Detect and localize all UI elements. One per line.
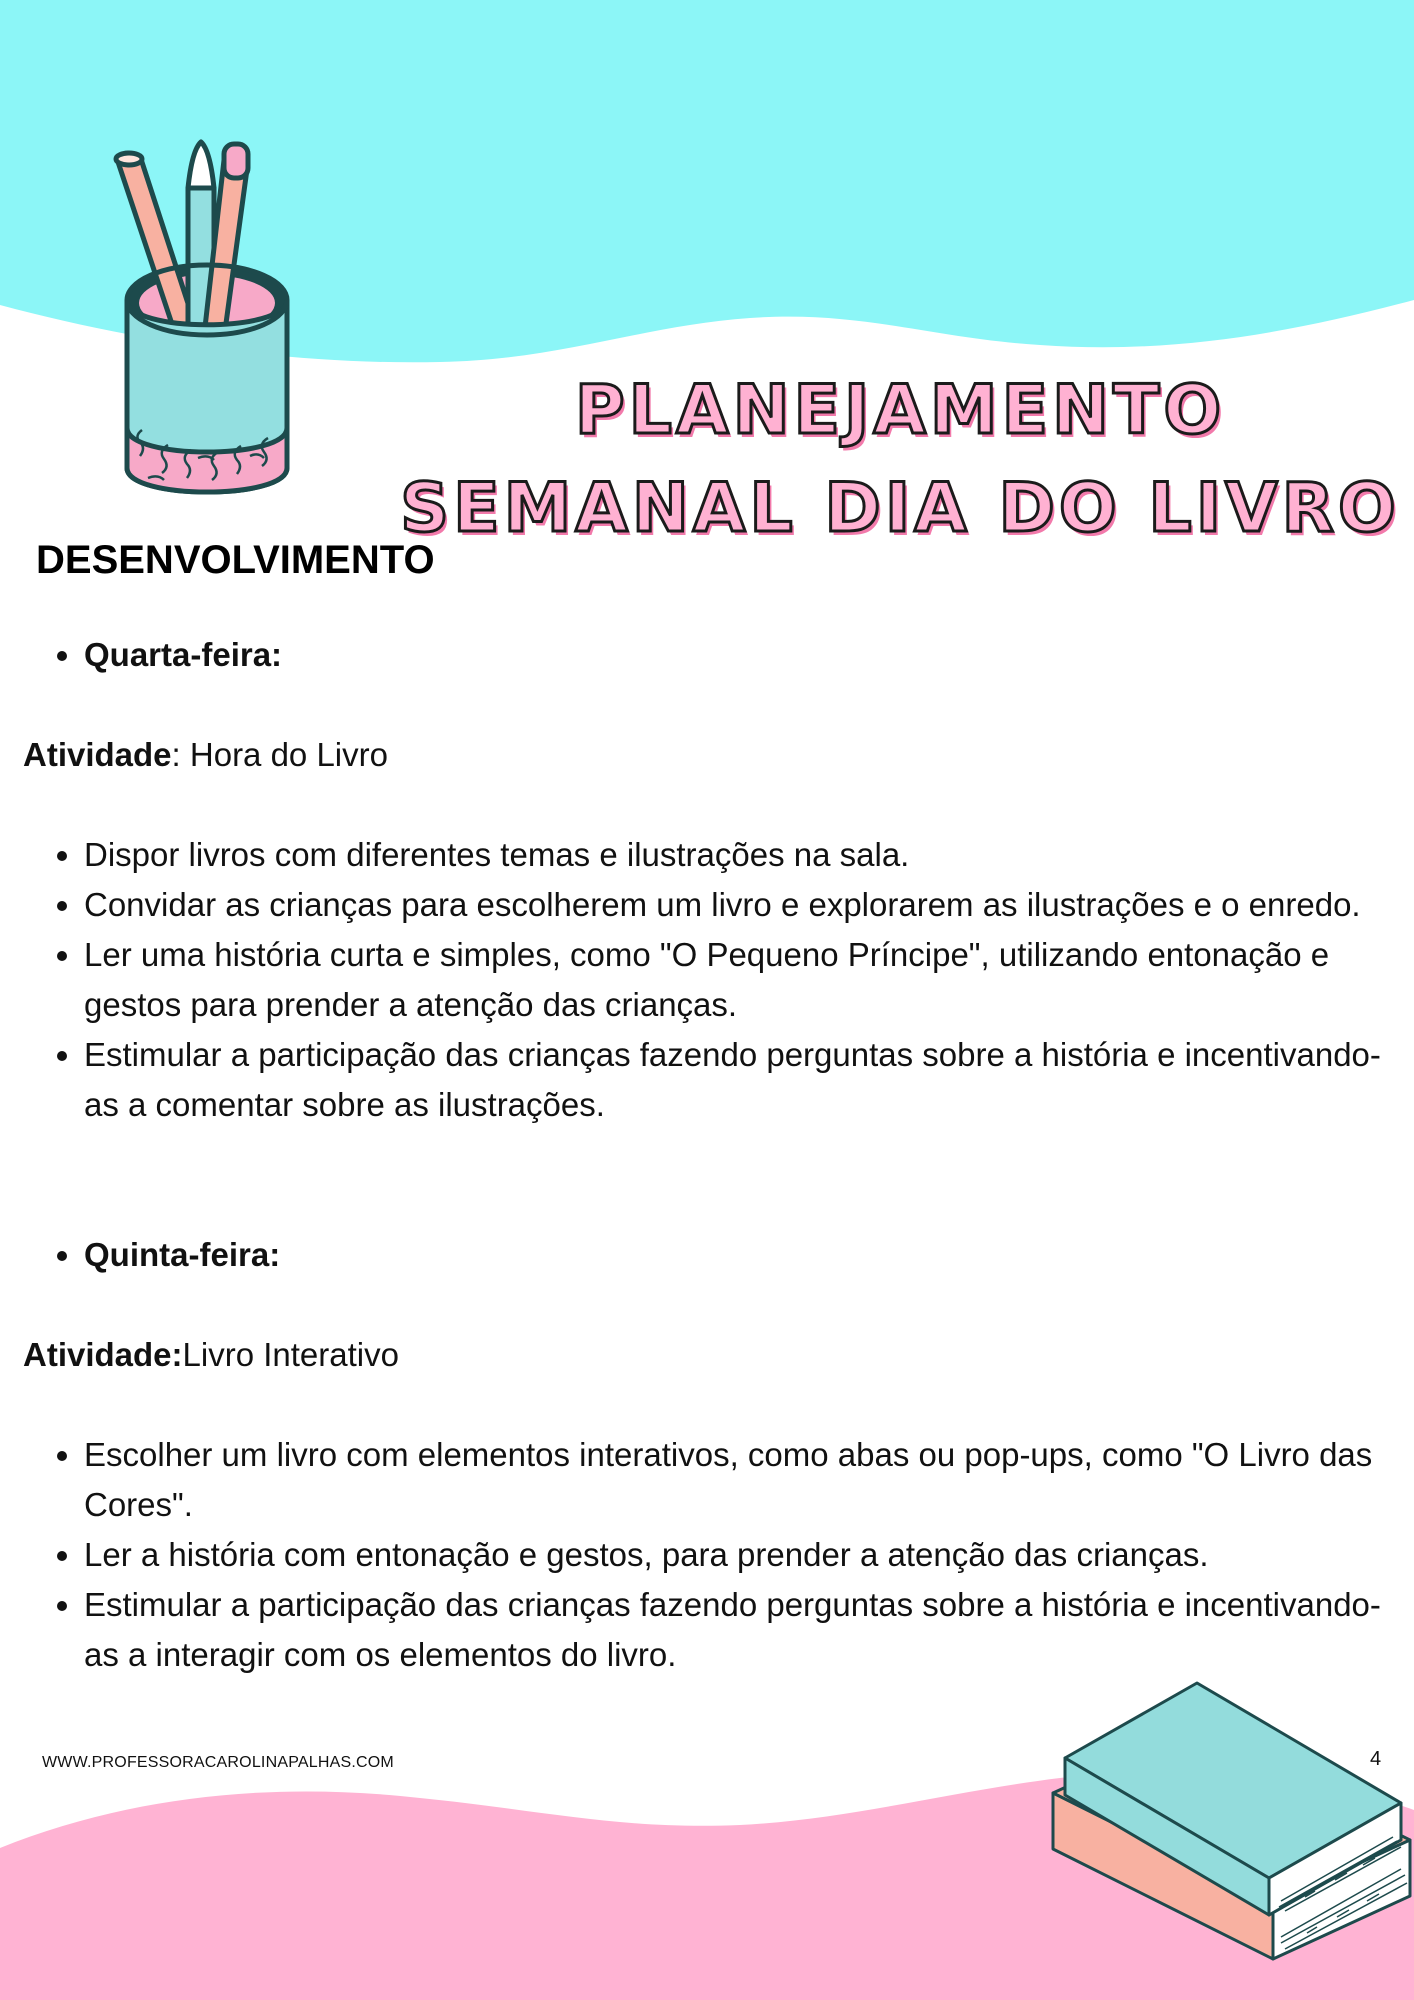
- list-item: • Ler uma história curta e simples, como "O Pequeno Príncipe", utilizando entonação e gestos para prender a atenção das crianças.: [84, 930, 1383, 1030]
- day-list: [23, 630, 1383, 680]
- pencil-cup-icon: [112, 138, 302, 528]
- title-line-2: SEMANAL DIA DO LIVRO: [400, 469, 1400, 548]
- list-item: • Ler a história com entonação e gestos, para prender a atenção das crianças.: [84, 1530, 1383, 1580]
- steps-list: [23, 1430, 1383, 1680]
- title-line-1: PLANEJAMENTO: [574, 371, 1226, 450]
- document-title: [400, 362, 1400, 558]
- section-title: DESENVOLVIMENTO: [36, 538, 435, 582]
- list-item: • Estimular a participação das crianças fazendo perguntas sobre a história e incentivando-as a interagir com os elementos do livro.: [84, 1580, 1383, 1680]
- steps-list: [23, 830, 1383, 1130]
- day-heading: • Quinta-feira:: [84, 1230, 1383, 1280]
- footer-website-link[interactable]: WWW.PROFESSORACAROLINAPALHAS.COM: [42, 1754, 394, 1771]
- list-item: • Dispor livros com diferentes temas e ilustrações na sala.: [84, 830, 1383, 880]
- activity-line: [23, 730, 1383, 780]
- day-list: [23, 1230, 1383, 1280]
- book-stack-icon: [1045, 1675, 1414, 1970]
- activity-label: Atividade:: [23, 1336, 183, 1373]
- activity-text: Livro Interativo: [182, 1336, 399, 1373]
- list-item: • Escolher um livro com elementos interativos, como abas ou pop-ups, como "O Livro das Cores".: [84, 1430, 1383, 1530]
- activity-line: [23, 1330, 1383, 1380]
- day-heading: • Quarta-feira:: [84, 630, 1383, 680]
- list-item: • Estimular a participação das crianças fazendo perguntas sobre a história e incentivando-as a comentar sobre as ilustrações.: [84, 1030, 1383, 1130]
- page-number: 4: [1370, 1748, 1382, 1770]
- activity-text: : Hora do Livro: [171, 736, 388, 773]
- list-item: • Convidar as crianças para escolherem um livro e explorarem as ilustrações e o enredo.: [84, 880, 1383, 930]
- activity-label: Atividade: [23, 736, 172, 773]
- content-body: [23, 630, 1383, 1680]
